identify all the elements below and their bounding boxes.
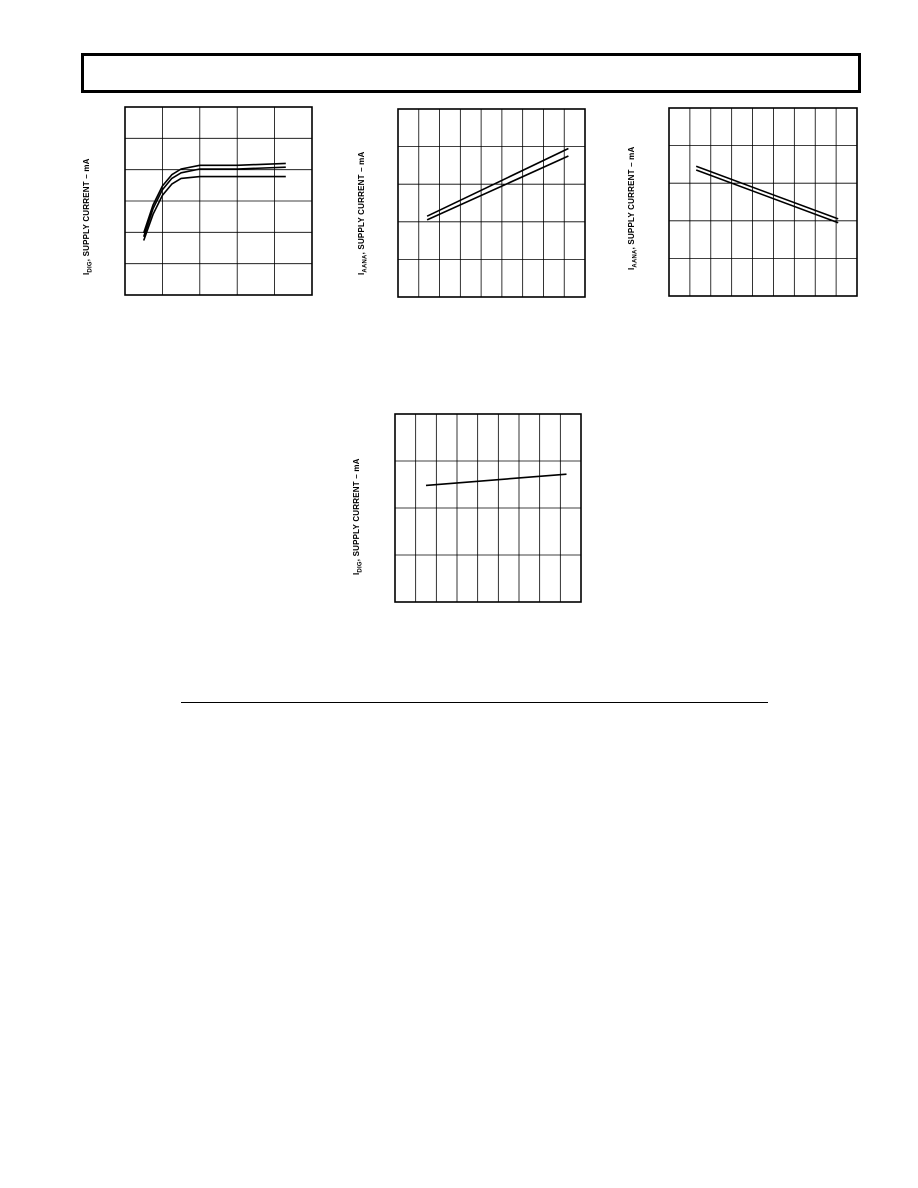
chart-1-ylabel-main: I	[82, 272, 91, 275]
chart-4-ylabel-rest: , SUPPLY CURRENT – mA	[352, 458, 361, 562]
chart-2-ylabel-sub: AANA	[362, 254, 369, 273]
chart-1-ylabel-rest: , SUPPLY CURRENT – mA	[82, 158, 91, 262]
chart-3-ylabel	[627, 147, 639, 270]
chart-1-series-2	[144, 167, 286, 237]
chart-4-plot	[394, 413, 582, 603]
chart-1-ylabel	[82, 158, 94, 275]
chart-3-frame	[669, 108, 857, 296]
chart-2-ylabel-rest: , SUPPLY CURRENT – mA	[357, 151, 366, 255]
chart-4-ylabel	[352, 458, 364, 575]
chart-3-ylabel-main: I	[627, 267, 636, 270]
chart-3-ylabel-sub: AANA	[632, 249, 639, 268]
chart-4-ylabel-sub: DIG	[357, 561, 364, 573]
chart-2-ylabel	[357, 152, 369, 275]
chart-2-plot	[397, 108, 586, 298]
chart-2-frame	[398, 109, 585, 297]
section-divider	[181, 702, 768, 703]
chart-1-series-1	[144, 163, 286, 233]
chart-3-series-2	[696, 170, 838, 223]
chart-1-plot	[124, 106, 313, 296]
chart-1-ylabel-sub: DIG	[87, 261, 94, 273]
chart-2-series-1	[427, 149, 568, 217]
chart-3-series-1	[696, 166, 838, 219]
chart-4-series-1	[426, 474, 567, 485]
chart-2-series-2	[427, 156, 568, 220]
chart-3-plot	[668, 107, 858, 297]
chart-3-ylabel-rest: , SUPPLY CURRENT – mA	[627, 146, 636, 250]
header-box	[81, 53, 861, 93]
chart-4-ylabel-main: I	[352, 572, 361, 575]
chart-2-ylabel-main: I	[357, 272, 366, 275]
